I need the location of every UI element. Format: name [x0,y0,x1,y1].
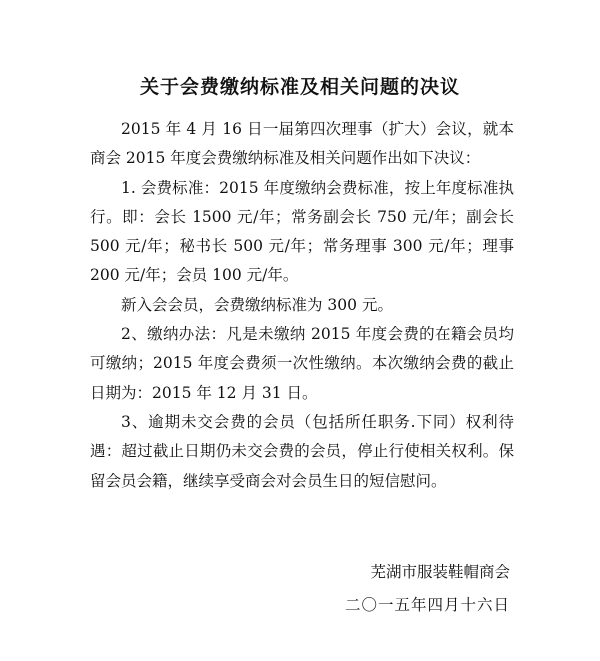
paragraph-overdue-rights: 3、逾期未交会费的会员（包括所任职务.下同）权利待遇：超过截止日期仍未交会费的会员，停止行使相关权利。保留会员会籍，继续享受商会对会员生日的短信慰问。 [90,412,514,490]
signature-date: 二〇一五年四月十六日 [344,596,510,614]
signature-organization: 芜湖市服装鞋帽商会 [370,563,510,581]
paragraph-intro: 2015 年 4 月 16 日一届第四次理事（扩大）会议，就本商会 2015 年度会费缴纳标准及相关问题作出如下决议： [90,120,514,168]
document-title: 关于会费缴纳标准及相关问题的决议 [139,76,460,98]
document-body [90,115,514,496]
paragraph-payment-method: 2、缴纳办法：凡是未缴纳 2015 年度会费的在籍会员均可缴纳；2015 年度会费须一次性缴纳。本次缴纳会费的截止日期为：2015 年 12 月 31 日。 [90,325,514,402]
paragraph-new-member-fee: 新入会会员，会费缴纳标准为 300 元。 [121,295,393,314]
paragraph-fee-standard: 1. 会费标准：2015 年度缴纳会费标准，按上年度标准执行。即：会长 1500 元/年；常务副会长 750 元/年；副会长 500 元/年；秘书长 500 元/年；常务理事 300 元/年；理事 200 元/年；会员 100 元/年。 [90,178,514,285]
